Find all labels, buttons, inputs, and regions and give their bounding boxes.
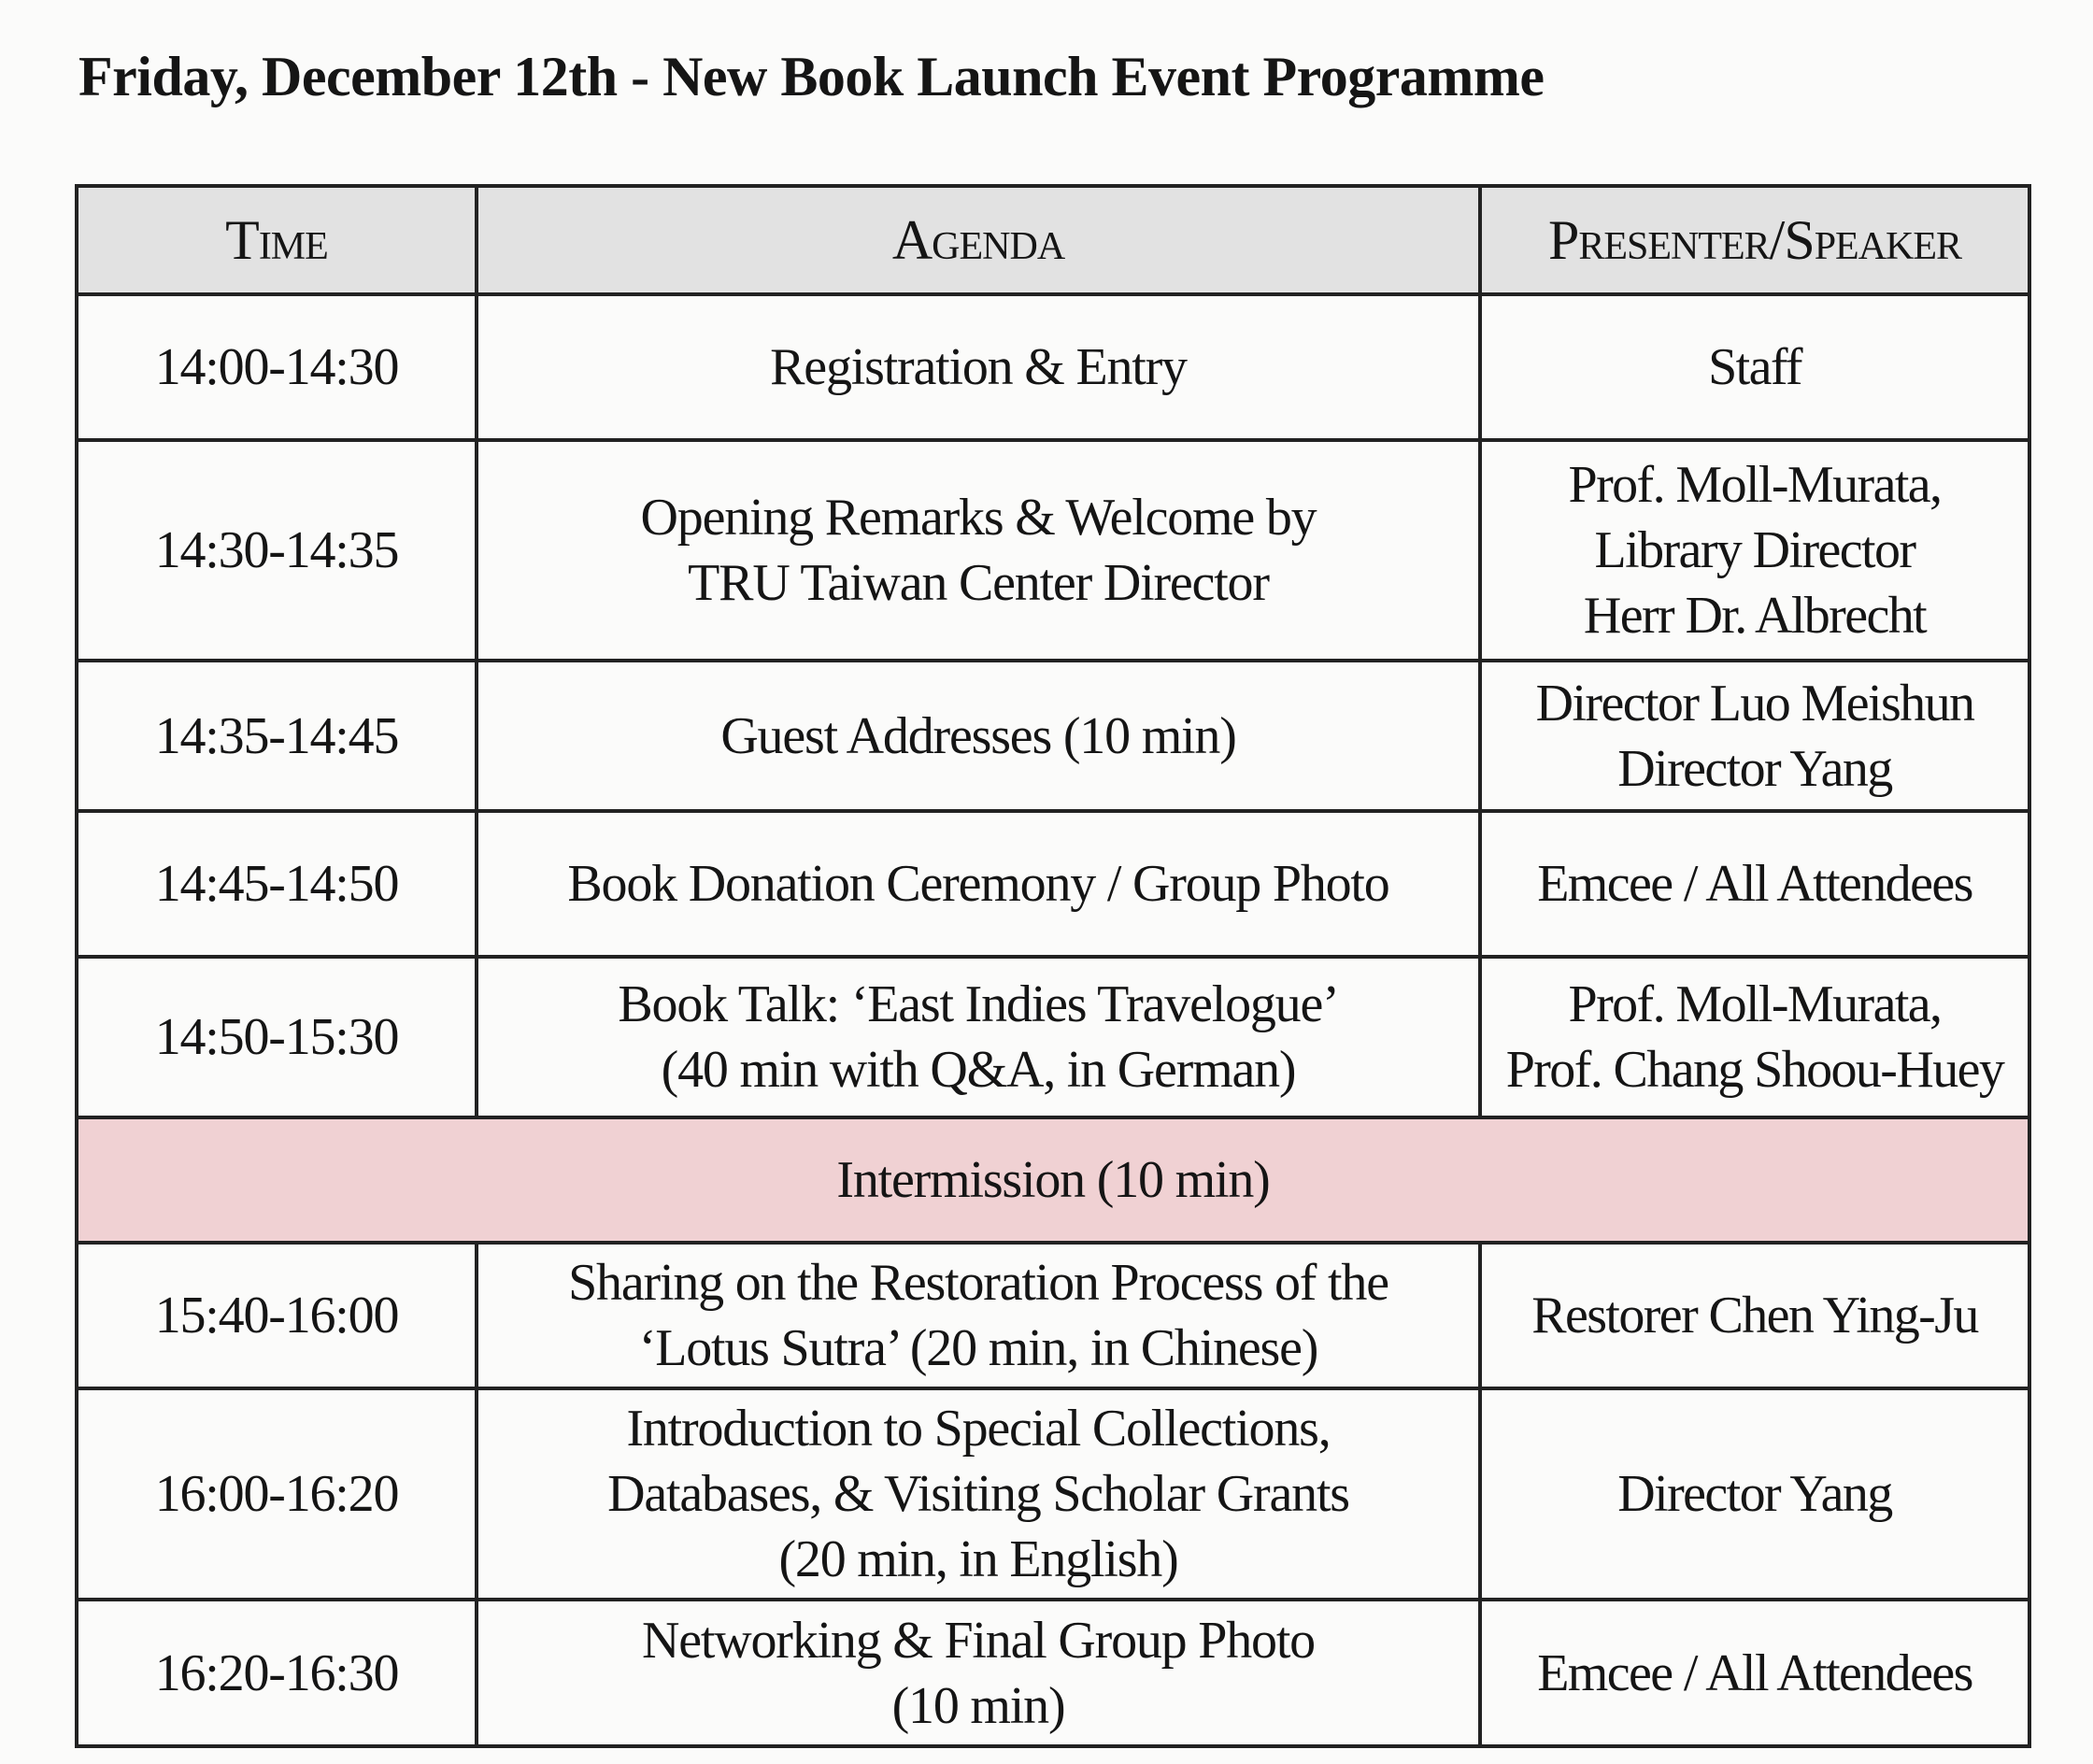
- table-row: [77, 811, 2029, 957]
- agenda-line: Sharing on the Restoration Process of the: [568, 1254, 1388, 1312]
- table-row: [77, 294, 2029, 440]
- speaker-line: Library Director: [1594, 521, 1915, 579]
- speaker-line: Restorer Chen Ying-Ju: [1531, 1287, 1978, 1344]
- speaker-cell: [1480, 294, 2029, 440]
- table-row: [77, 1388, 2029, 1600]
- speaker-line: Prof. Moll-Murata,: [1568, 456, 1942, 514]
- speaker-cell: [1480, 1388, 2029, 1600]
- agenda-line: (40 min with Q&A, in German): [661, 1041, 1296, 1099]
- speaker-line: Director Yang: [1617, 1465, 1892, 1523]
- agenda-cell: [477, 957, 1480, 1117]
- agenda-line: ‘Lotus Sutra’ (20 min, in Chinese): [638, 1319, 1318, 1377]
- speaker-line: Prof. Chang Shoou-Huey: [1505, 1041, 2004, 1099]
- table-row: [77, 661, 2029, 811]
- page-title: Friday, December 12th - New Book Launch Event Programme: [78, 46, 1545, 107]
- speaker-cell: [1480, 1243, 2029, 1388]
- time-cell: 16:20-16:30: [77, 1600, 477, 1746]
- speaker-cell: [1480, 440, 2029, 661]
- speaker-cell: [1480, 1600, 2029, 1746]
- agenda-line: Databases, & Visiting Scholar Grants: [607, 1465, 1349, 1523]
- speaker-cell: [1480, 661, 2029, 811]
- intermission-label: Intermission (10 min): [77, 1117, 2029, 1243]
- agenda-line: Opening Remarks & Welcome by: [640, 489, 1317, 547]
- agenda-line: Registration & Entry: [770, 338, 1187, 396]
- speaker-line: Herr Dr. Albrecht: [1583, 587, 1927, 645]
- column-header-speaker: Presenter/Speaker: [1480, 186, 2029, 294]
- speaker-cell: [1480, 957, 2029, 1117]
- agenda-line: Book Talk: ‘East Indies Travelogue’: [618, 975, 1339, 1033]
- agenda-line: Introduction to Special Collections,: [626, 1400, 1331, 1458]
- speaker-line: Prof. Moll-Murata,: [1568, 975, 1942, 1033]
- header-row: [77, 186, 2029, 294]
- time-cell: 14:50-15:30: [77, 957, 477, 1117]
- speaker-line: Director Yang: [1617, 739, 1892, 798]
- table-row: [77, 440, 2029, 661]
- column-header-time: Time: [77, 186, 477, 294]
- agenda-cell: [477, 811, 1480, 957]
- agenda-line: Networking & Final Group Photo: [642, 1611, 1315, 1670]
- agenda-line: TRU Taiwan Center Director: [688, 554, 1269, 612]
- programme-table: [75, 184, 2031, 1748]
- agenda-line: (20 min, in English): [778, 1530, 1178, 1588]
- agenda-line: (10 min): [891, 1676, 1065, 1735]
- agenda-cell: [477, 1243, 1480, 1388]
- column-header-agenda: Agenda: [477, 186, 1480, 294]
- time-cell: 15:40-16:00: [77, 1243, 477, 1388]
- speaker-line: Emcee / All Attendees: [1537, 1643, 1972, 1702]
- time-cell: 14:00-14:30: [77, 294, 477, 440]
- speaker-cell: [1480, 811, 2029, 957]
- agenda-cell: [477, 440, 1480, 661]
- speaker-line: Staff: [1708, 338, 1801, 396]
- agenda-line: Guest Addresses (10 min): [720, 706, 1236, 765]
- intermission-row: [77, 1117, 2029, 1243]
- agenda-cell: [477, 1600, 1480, 1746]
- agenda-cell: [477, 294, 1480, 440]
- time-cell: 14:35-14:45: [77, 661, 477, 811]
- speaker-line: Director Luo Meishun: [1535, 674, 1974, 733]
- table-row: [77, 1243, 2029, 1388]
- agenda-line: Book Donation Ceremony / Group Photo: [567, 855, 1389, 913]
- time-cell: 14:45-14:50: [77, 811, 477, 957]
- agenda-cell: [477, 661, 1480, 811]
- table-row: [77, 1600, 2029, 1746]
- agenda-cell: [477, 1388, 1480, 1600]
- table-row: [77, 957, 2029, 1117]
- speaker-line: Emcee / All Attendees: [1537, 855, 1972, 913]
- time-cell: 16:00-16:20: [77, 1388, 477, 1600]
- time-cell: 14:30-14:35: [77, 440, 477, 661]
